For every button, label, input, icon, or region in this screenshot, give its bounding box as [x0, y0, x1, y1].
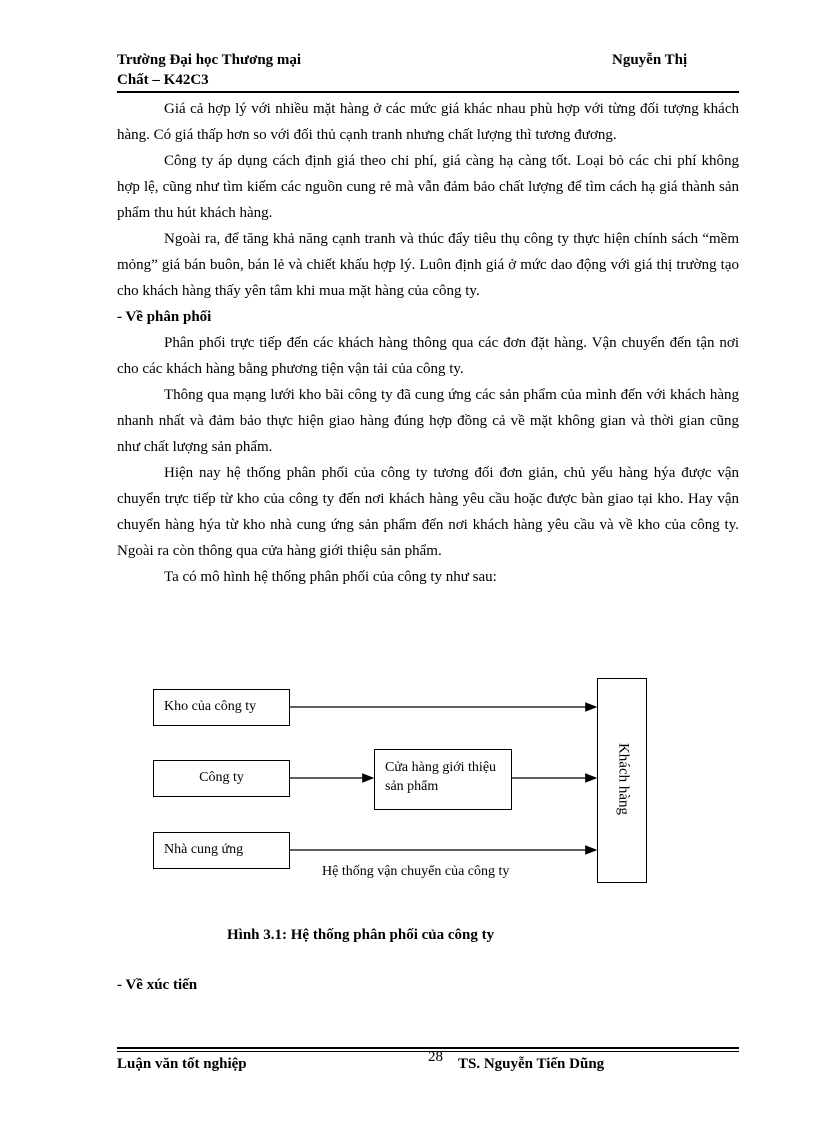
figure-caption: Hình 3.1: Hệ thống phân phối của công ty: [227, 927, 495, 943]
supplier-box: [153, 832, 290, 869]
company-box: [153, 760, 290, 797]
page-number: 28: [428, 1049, 443, 1065]
transport-label: Hệ thống vận chuyển của công ty: [322, 864, 510, 879]
header-school: Trường Đại học Thương mại: [117, 52, 302, 68]
footer-right: TS. Nguyễn Tiến Dũng: [458, 1056, 605, 1072]
header-author: Nguyễn Thị: [612, 52, 688, 68]
showroom-box: [374, 749, 512, 810]
paragraph: Giá cả hợp lý với nhiều mặt hàng ở các mức giá khác nhau phù hợp với từng đối tượng khách hàng. Có giá thấp hơn so với đối thủ cạnh tranh nhưng chất lượng thì tương đương.: [117, 101, 739, 143]
paragraph: Công ty áp dụng cách định giá theo chi phí, giá càng hạ càng tốt. Loại bỏ các chi phí không hợp lệ, cũng như tìm kiếm các nguồn cung rẻ mà vẫn đảm bảo chất lượng để tìm cách hạ giá thành sản phẩm thu hút khách hàng.: [117, 153, 739, 221]
paragraph: Thông qua mạng lưới kho bãi công ty đã cung ứng các sản phẩm của mình đến với khách hàng nhanh nhất và đảm bảo thực hiện giao hàng đúng hợp đồng cả về mặt không gian và thời gian cũng như chất lượng sản phẩm.: [117, 387, 739, 455]
header-class: Chất – K42C3: [117, 72, 209, 88]
supplier-label: Nhà cung ứng: [164, 842, 244, 857]
section-heading-promotion: - Về xúc tiến: [117, 977, 198, 993]
footer-left: Luận văn tốt nghiệp: [117, 1056, 247, 1072]
paragraph: Ngoài ra, để tăng khả năng cạnh tranh và thúc đẩy tiêu thụ công ty thực hiện chính sách “mềm mỏng” giá bán buôn, bán lẻ và chiết khấu hợp lý. Luôn định giá ở mức dao động với giá thị trường tạo cho khách hàng thấy yên tâm khi mua mặt hàng của công ty.: [117, 231, 739, 299]
customer-label: Khách hàng: [615, 742, 632, 816]
company-label: Công ty: [199, 770, 244, 785]
warehouse-box: [153, 689, 290, 726]
showroom-label: Cửa hàng giới thiệu sản phẩm: [385, 760, 497, 794]
customer-box: [597, 678, 647, 883]
warehouse-label: Kho của công ty: [164, 699, 257, 714]
paragraph: Phân phối trực tiếp đến các khách hàng thông qua các đơn đặt hàng. Vận chuyển đến tận nơi cho các khách hàng bằng phương tiện vận tải của công ty.: [117, 335, 739, 377]
paragraph: Ta có mô hình hệ thống phân phối của công ty như sau:: [164, 569, 497, 585]
section-heading-distribution: - Về phân phối: [117, 309, 212, 325]
paragraph: Hiện nay hệ thống phân phối của công ty tương đối đơn giản, chủ yếu hàng hýa được vận chuyển trực tiếp từ kho của công ty đến nơi khách hàng yêu cầu hoặc được bàn giao tại kho. Hay vận chuyển hàng hýa từ kho nhà cung ứng sản phẩm đến nơi khách hàng yêu cầu và về kho của công ty. Ngoài ra còn thông qua cửa hàng giới thiệu sản phẩm.: [117, 465, 739, 559]
